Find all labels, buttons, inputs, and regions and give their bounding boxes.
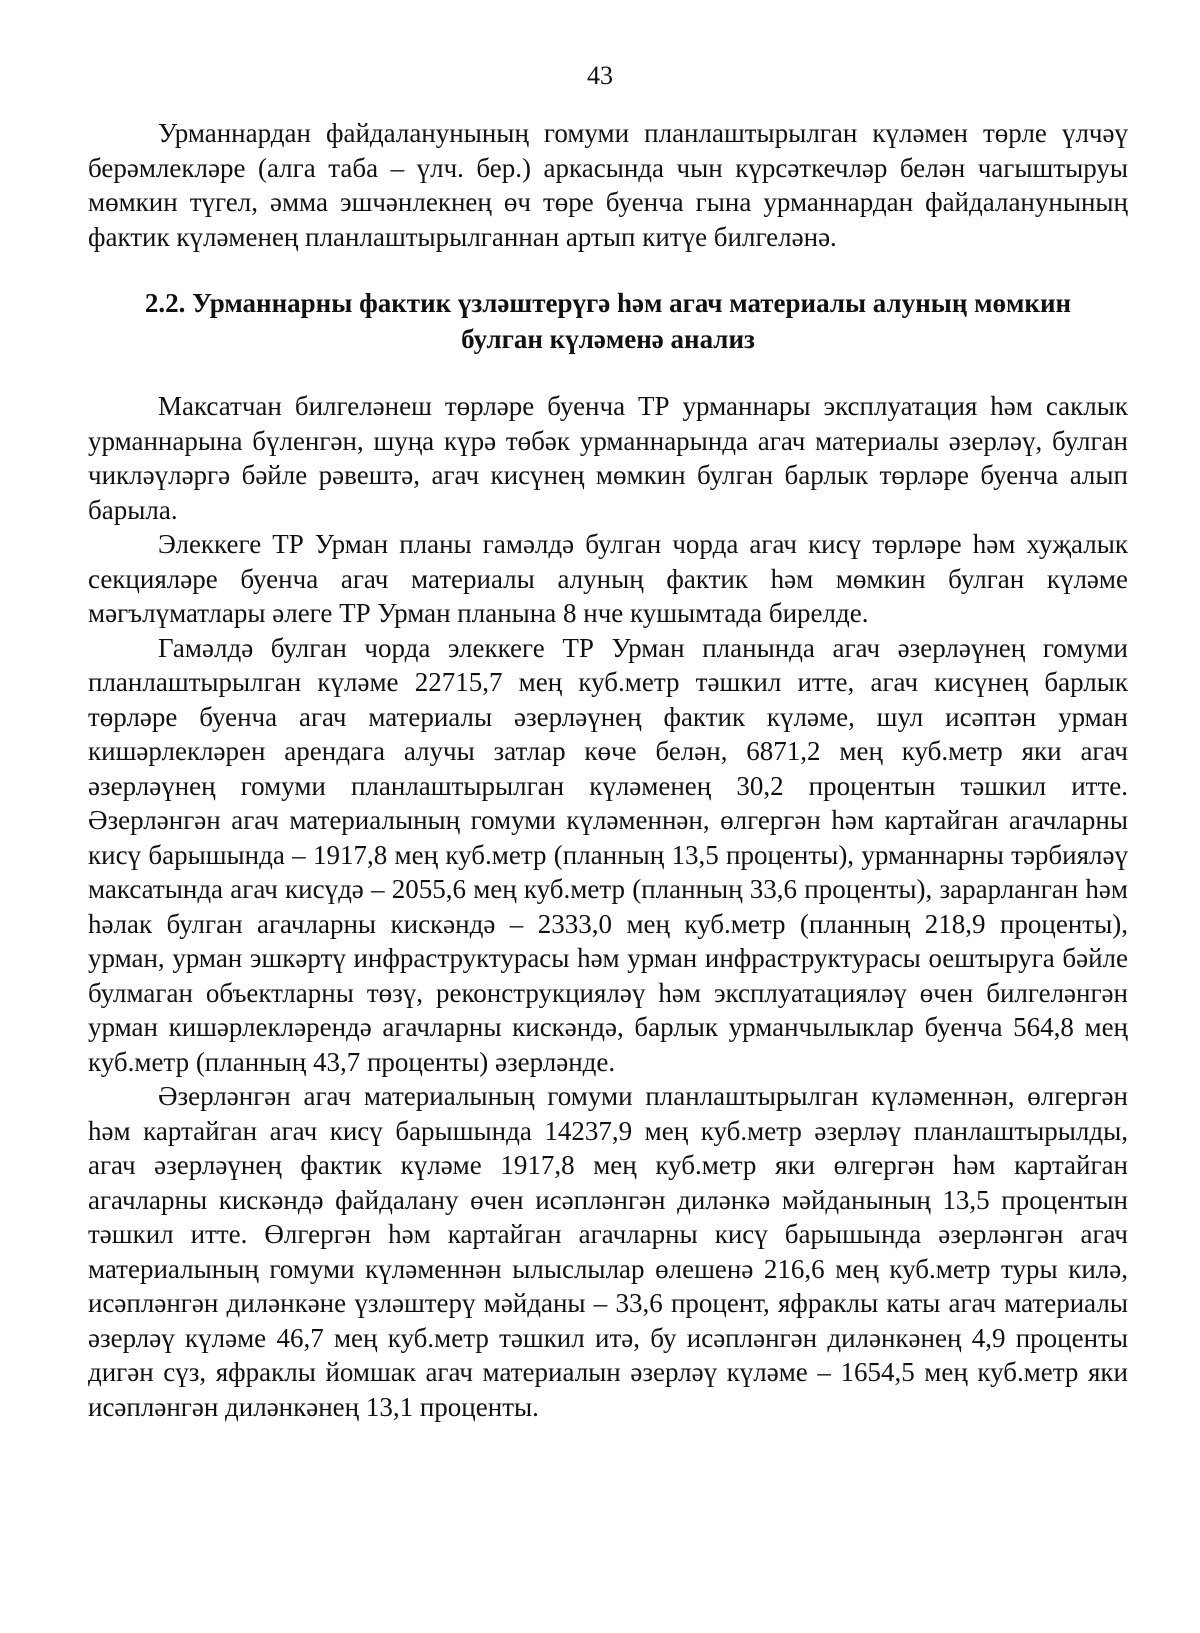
intro-section <box>88 116 1128 254</box>
paragraph-3: Гамәлдә булган чорда элеккеге ТР Урман планында агач әзерләүнең гомуми планлаштырылган күләме 22715,7 мең куб.метр тәшкил итте, агач кисүнең барлык төрләре буенча агач материалы әзерләүнең фактик күләме, шул исәптән урман кишәрлекләрен арендага алучы затлар көче белән, 6871,2 мең куб.метр яки агач әзерләүнең гомуми планлаштырылган күләменең 30,2 процентын тәшкил итте. Әзерләнгән агач материалының гомуми күләменнән, өлгергән һәм картайган агачларны кисү барышында – 1917,8 мең куб.метр (планның 13,5 проценты), урманнарны тәрбияләү максатында агач кисүдә – 2055,6 мең куб.метр (планның 33,6 проценты), зарарланган һәм һәлак булган агачларны кискәндә – 2333,0 мең куб.метр (планның 218,9 проценты), урман, урман эшкәртү инфраструктурасы һәм урман инфраструктурасы оештыруга бәйле булмаган объектларны төзү, реконструкцияләү һәм эксплуатацияләү өчен билгеләнгән урман кишәрлекләрендә агачларны кискәндә, барлык урманчылыклар буенча 564,8 мең куб.метр (планның 43,7 проценты) әзерләнде. <box>88 632 1128 1077</box>
section-heading-line-1: 2.2. Урманнарны фактик үзләштерүгә һәм агач материалы алуның мөмкин <box>144 288 1072 318</box>
paragraph-4: Әзерләнгән агач материалының гомуми планлаштырылган күләменнән, өлгергән һәм картайган агач кисү барышында 14237,9 мең куб.метр әзерләү планлаштырылды, агач әзерләүнең фактик күләме 1917,8 мең куб.метр яки өлгергән һәм картайган агачларны кискәндә файдалану өчен исәпләнгән диләнкә мәйданының 13,5 процентын тәшкил итте. Өлгергән һәм картайган агачларны кисү барышында әзерләнгән агач материалының гомуми күләменнән ылыслылар өлешенә 216,6 мең куб.метр туры килә, исәпләнгән диләнкәне үзләштерү мәйданы – 33,6 процент, яфраклы каты агач материалы әзерләү күләме 46,7 мең куб.метр тәшкил итә, бу исәпләнгән диләнкәнең 4,9 проценты дигән сүз, яфраклы йомшак агач материалын әзерләү күләме – 1654,5 мең куб.метр яки исәпләнгән диләнкәнең 13,1 проценты. <box>88 1081 1128 1422</box>
section-heading <box>88 285 1128 357</box>
paragraph-2: Элеккеге ТР Урман планы гамәлдә булган чорда агач кисү төрләре һәм хуҗалык секцияләре буенча агач материалы алуның фактик һәм мөмкин булган күләме мәгълүматлары әлеге ТР Урман планына 8 нче кушымтада бирелде. <box>88 529 1128 628</box>
section-heading-line-2: булган күләменә анализ <box>461 324 755 354</box>
page-number: 43 <box>587 61 613 90</box>
section-body <box>88 389 1128 1424</box>
intro-paragraph: Урманнардан файдаланунының гомуми планлаштырылган күләмен төрле үлчәү берәмлекләре (алга таба – үлч. бер.) аркасында чын күрсәткечләр белән чагыштыруы мөмкин түгел, әмма эшчәнлекнең өч төре буенча гына урманнардан файдаланунының фактик күләменең планлаштырылганнан артып китүе билгеләнә. <box>88 118 1128 252</box>
paragraph-1: Максатчан билгеләнеш төрләре буенча ТР урманнары эксплуатация һәм саклык урманнарына бүленгән, шуңа күрә төбәк урманнарында агач материалы әзерләү, булган чикләүләргә бәйле рәвештә, агач кисүнең мөмкин булган барлык төрләре буенча алып барыла. <box>88 391 1128 525</box>
